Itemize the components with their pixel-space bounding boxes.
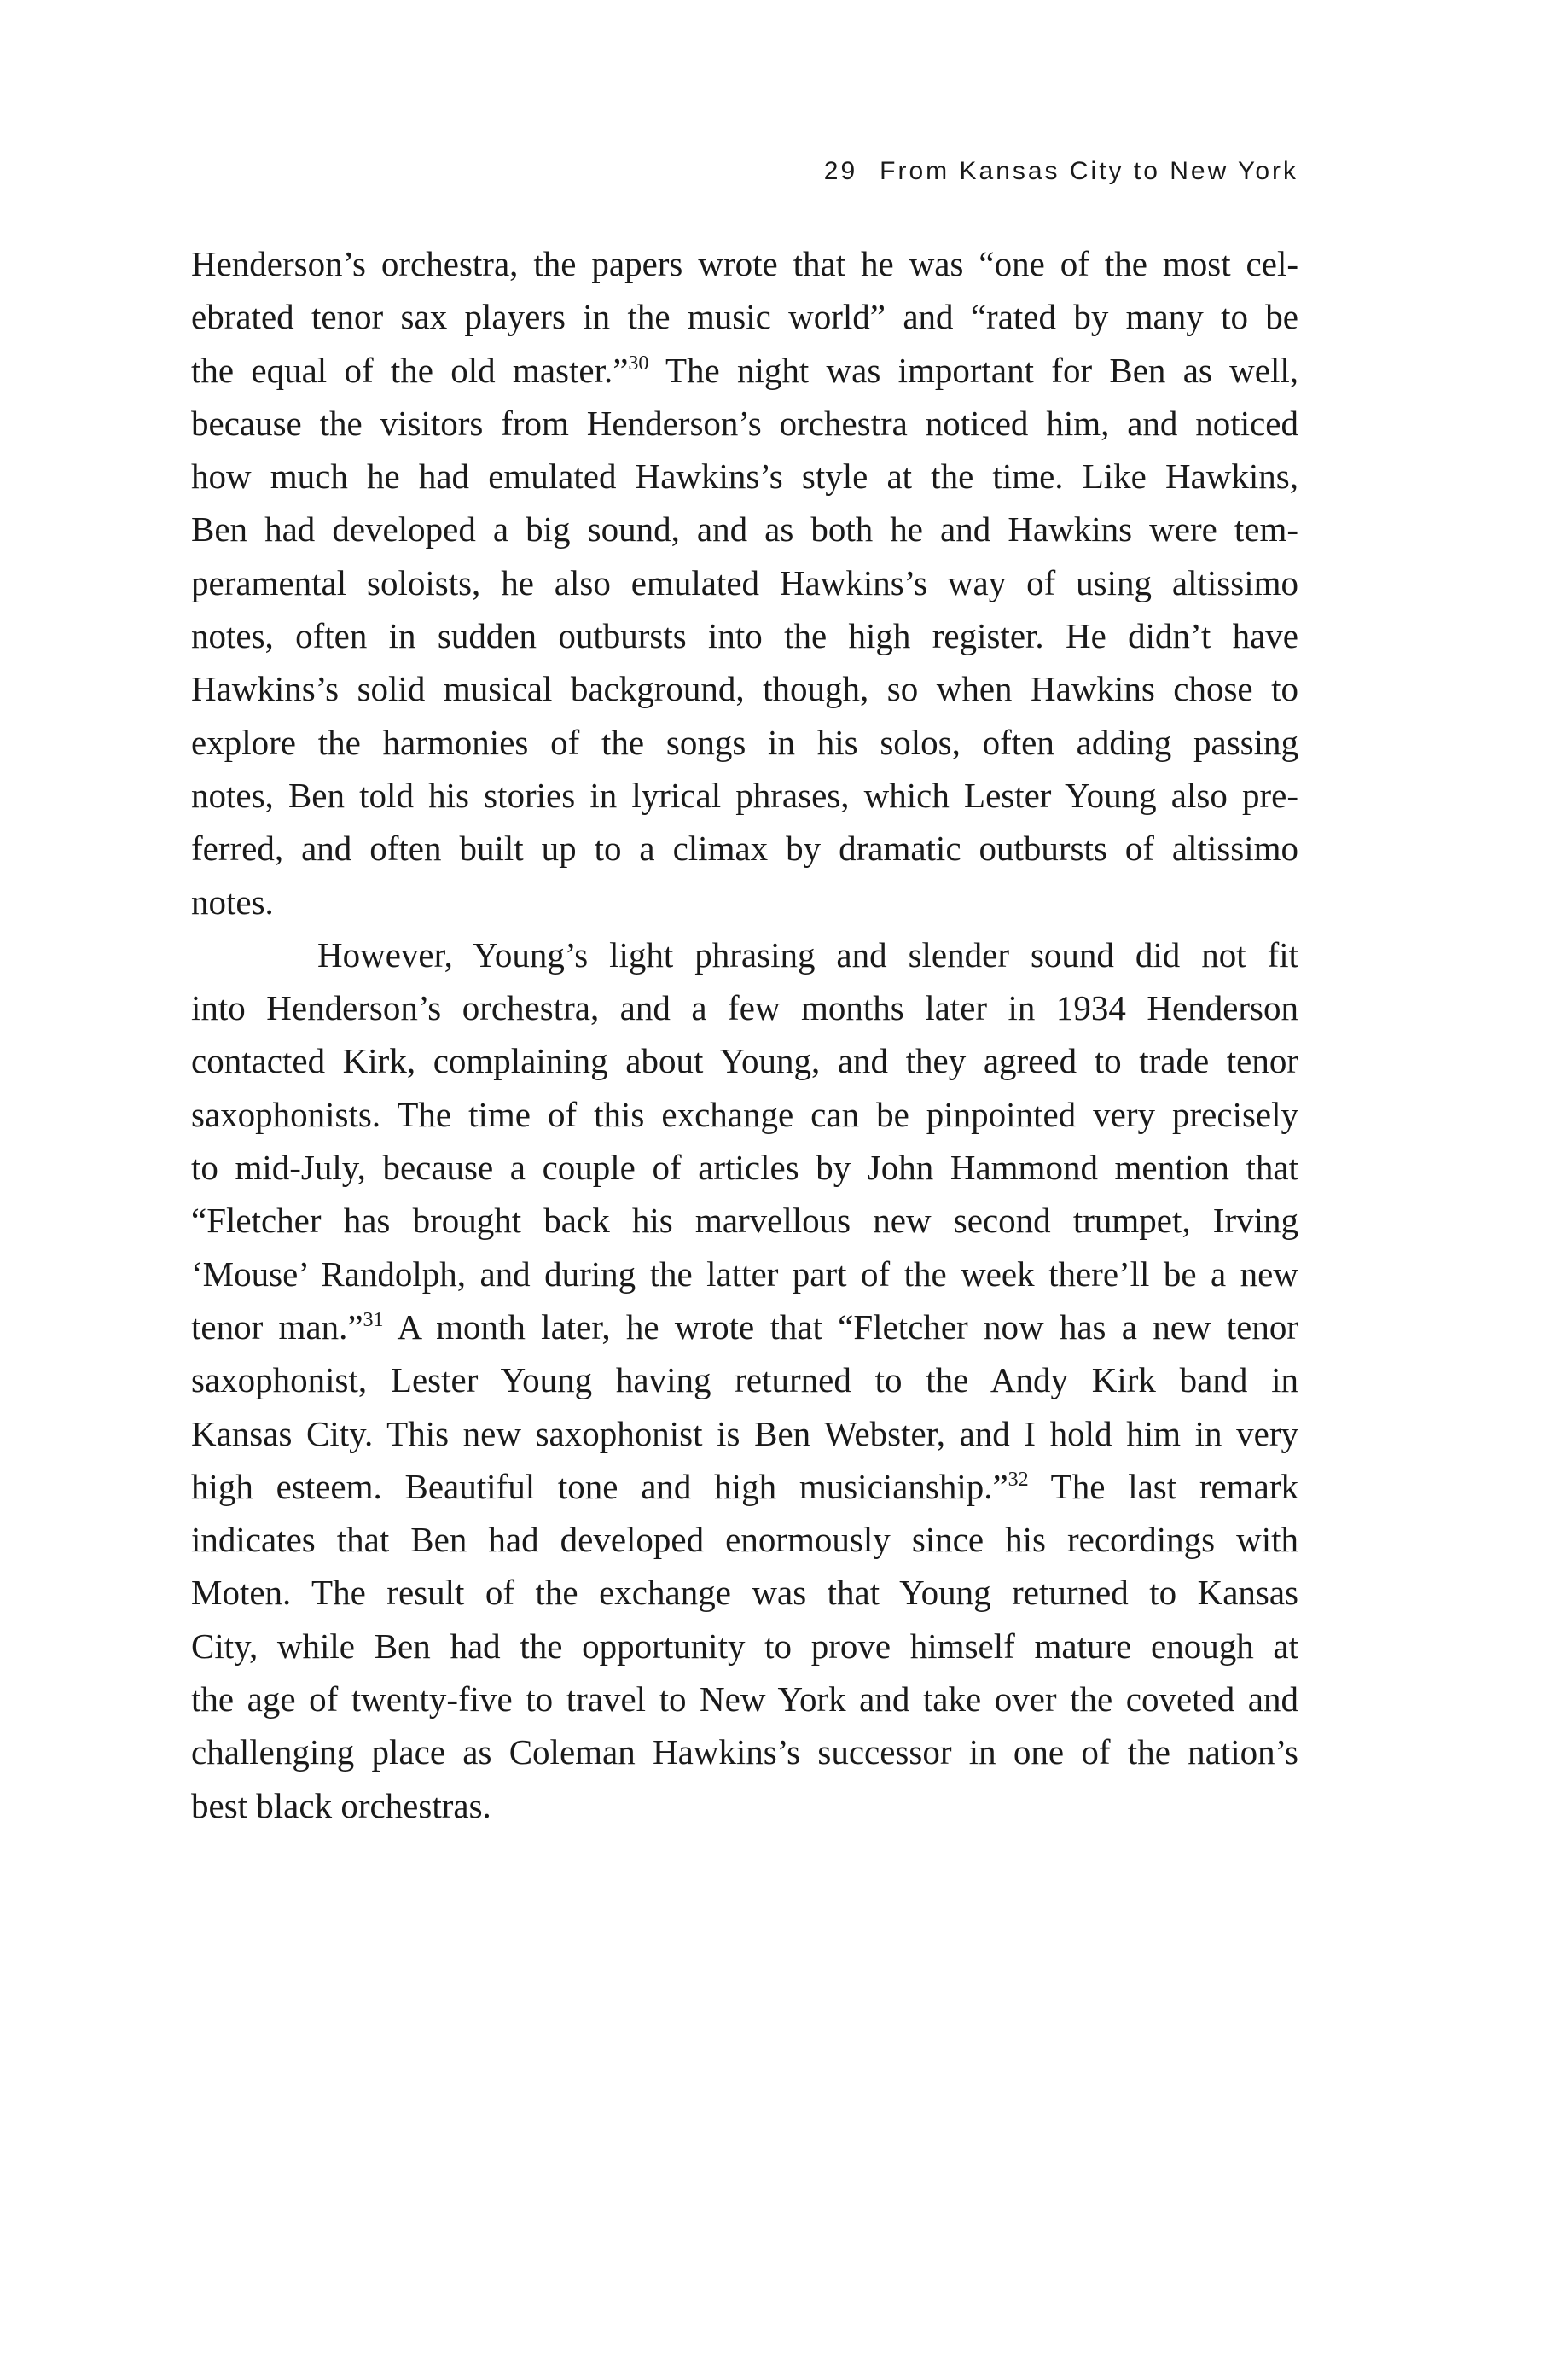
text-line: Hawkins’s solid musical background, though, so when Hawkins chose to: [191, 669, 1298, 709]
text-segment: The last remark: [1028, 1466, 1298, 1506]
text-line: to mid-July, because a couple of articles by John Hammond mention that: [191, 1148, 1298, 1188]
text-line: contacted Kirk, complaining about Young, and they agreed to trade tenor: [191, 1041, 1298, 1081]
text-line: notes, often in sudden outbursts into the high register. He didn’t have: [191, 616, 1298, 656]
text-line: ebrated tenor sax players in the music world” and “rated by many to be: [191, 297, 1298, 337]
text-segment: The night was important for Ben as well,: [648, 350, 1298, 390]
text-segment: high esteem. Beautiful tone and high musicianship.”: [191, 1466, 1008, 1506]
page-number: 29: [823, 157, 858, 185]
text-line: [191, 1300, 1298, 1353]
text-line: how much he had emulated Hawkins’s style at the time. Like Hawkins,: [191, 457, 1298, 497]
text-line: notes, Ben told his stories in lyrical phrases, which Lester Young also pre-: [191, 775, 1298, 815]
text-line: because the visitors from Henderson’s orchestra noticed him, and noticed: [191, 403, 1298, 443]
text-line: Henderson’s orchestra, the papers wrote that he was “one of the most cel-: [191, 244, 1298, 283]
text-line: ‘Mouse’ Randolph, and during the latter part of the week there’ll be a new: [191, 1254, 1298, 1294]
text-line: Ben had developed a big sound, and as both he and Hawkins were tem-: [191, 509, 1298, 550]
body-text: [191, 237, 1298, 1832]
footnote-ref-32: 32: [1008, 1468, 1029, 1491]
text-line: challenging place as Coleman Hawkins’s successor in one of the nation’s: [191, 1732, 1298, 1772]
text-line: notes.: [191, 881, 274, 922]
chapter-title: From Kansas City to New York: [880, 157, 1298, 185]
paragraph-1: [191, 237, 1298, 928]
text-line: City, while Ben had the opportunity to prove himself mature enough at: [191, 1626, 1298, 1666]
text-line: Moten. The result of the exchange was that Young returned to Kansas: [191, 1573, 1298, 1613]
text-line: ferred, and often built up to a climax by dramatic outbursts of altissimo: [191, 829, 1298, 869]
text-line: Kansas City. This new saxophonist is Ben Webster, and I hold him in very: [191, 1413, 1298, 1453]
footnote-ref-30: 30: [628, 352, 649, 375]
text-line: explore the harmonies of the songs in his solos, often adding passing: [191, 722, 1298, 762]
text-segment: tenor man.”: [191, 1306, 363, 1347]
paragraph-2: [191, 928, 1298, 1832]
text-line: best black orchestras.: [191, 1785, 491, 1825]
text-line: [191, 344, 1298, 397]
text-line: saxophonists. The time of this exchange can be pinpointed very precisely: [191, 1094, 1298, 1134]
text-line: into Henderson’s orchestra, and a few months later in 1934 Henderson: [191, 988, 1298, 1028]
text-line: saxophonist, Lester Young having returned to the Andy Kirk band in: [191, 1360, 1298, 1400]
text-line: the age of twenty-five to travel to New York and take over the coveted and: [191, 1679, 1298, 1719]
running-head: [824, 157, 1298, 186]
text-line: “Fletcher has brought back his marvellous new second trumpet, Irving: [191, 1201, 1298, 1241]
text-line: However, Young’s light phrasing and slender sound did not fit: [317, 934, 1298, 975]
text-line: [191, 1460, 1298, 1513]
text-segment: A month later, he wrote that “Fletcher now has a new tenor: [383, 1306, 1298, 1347]
text-line: peramental soloists, he also emulated Hawkins’s way of using altissimo: [191, 562, 1298, 602]
text-segment: the equal of the old master.”: [191, 350, 629, 390]
text-line: indicates that Ben had developed enormously since his recordings with: [191, 1520, 1298, 1560]
footnote-ref-31: 31: [363, 1308, 384, 1331]
